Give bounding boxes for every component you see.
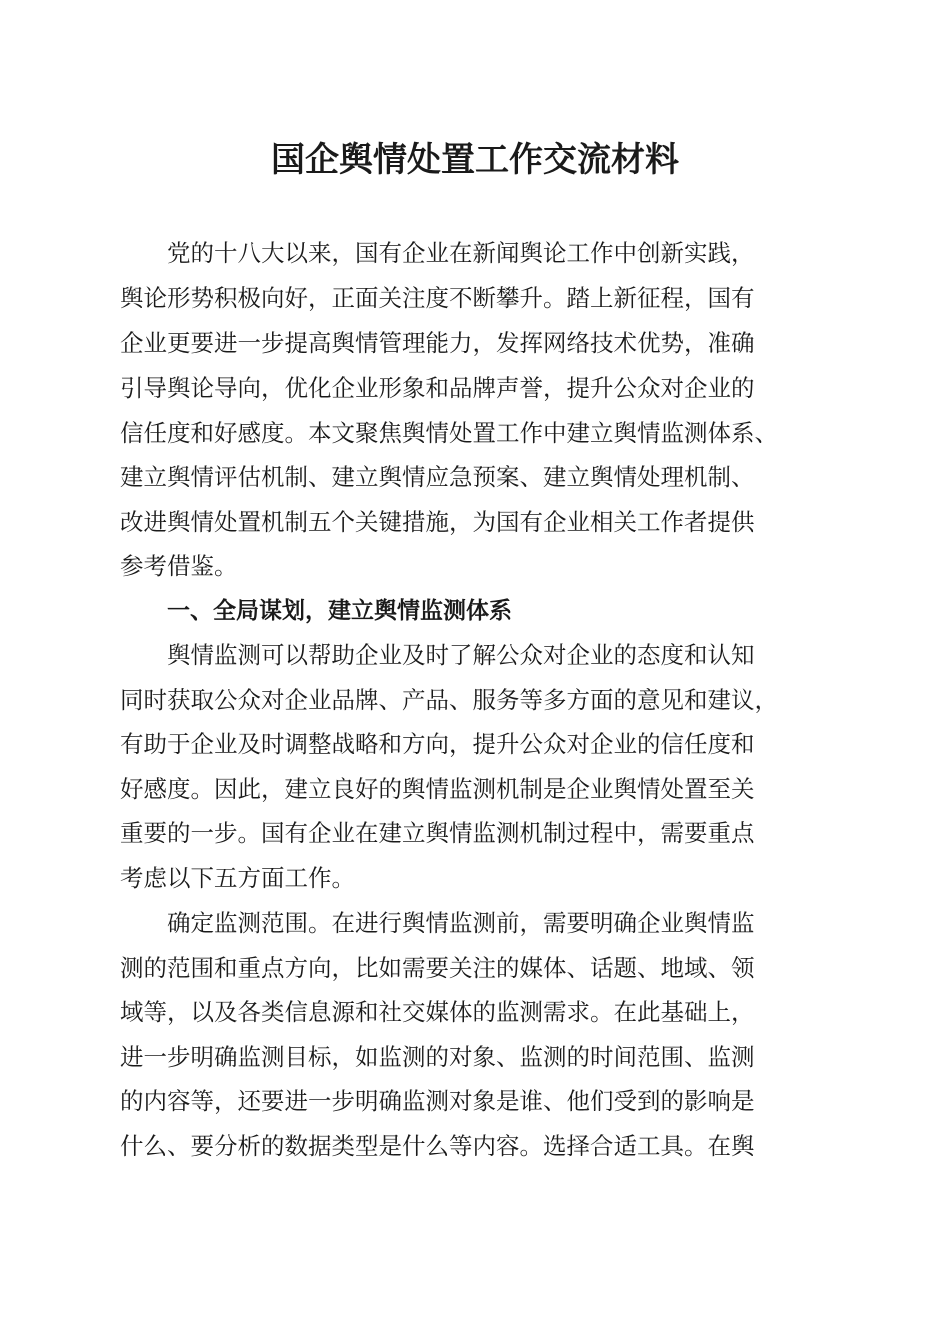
paragraph-line: 好感度。因此，建立良好的舆情监测机制是企业舆情处置至关 bbox=[120, 775, 755, 803]
paragraph-line: 党的十八大以来，国有企业在新闻舆论工作中创新实践， bbox=[167, 239, 755, 267]
paragraph-line: 企业更要进一步提高舆情管理能力，发挥网络技术优势，准确 bbox=[120, 329, 755, 357]
paragraph-line: 进一步明确监测目标，如监测的对象、监测的时间范围、监测 bbox=[120, 1043, 755, 1071]
paragraph-line: 重要的一步。国有企业在建立舆情监测机制过程中，需要重点 bbox=[120, 819, 755, 847]
document-title: 国企舆情处置工作交流材料 bbox=[271, 140, 679, 180]
paragraph-line: 同时获取公众对企业品牌、产品、服务等多方面的意见和建议， bbox=[120, 686, 778, 714]
paragraph-line: 测的范围和重点方向，比如需要关注的媒体、话题、地域、领 bbox=[120, 954, 755, 982]
paragraph-line: 参考借鉴。 bbox=[120, 552, 238, 580]
paragraph-line: 引导舆论导向，优化企业形象和品牌声誉，提升公众对企业的 bbox=[120, 374, 755, 402]
paragraph-line: 信任度和好感度。本文聚焦舆情处置工作中建立舆情监测体系、 bbox=[120, 419, 778, 447]
paragraph-line: 改进舆情处置机制五个关键措施，为国有企业相关工作者提供 bbox=[120, 508, 755, 536]
paragraph-line: 的内容等，还要进一步明确监测对象是谁、他们受到的影响是 bbox=[120, 1087, 755, 1115]
paragraph-line: 舆情监测可以帮助企业及时了解公众对企业的态度和认知 bbox=[167, 641, 755, 669]
section-heading: 一、全局谋划，建立舆情监测体系 bbox=[167, 598, 512, 624]
paragraph-line: 确定监测范围。在进行舆情监测前，需要明确企业舆情监 bbox=[167, 909, 755, 937]
paragraph-line: 域等，以及各类信息源和社交媒体的监测需求。在此基础上， bbox=[120, 998, 755, 1026]
paragraph-line: 考虑以下五方面工作。 bbox=[120, 864, 355, 892]
paragraph-line: 什么、要分析的数据类型是什么等内容。选择合适工具。在舆 bbox=[120, 1132, 755, 1160]
paragraph-line: 建立舆情评估机制、建立舆情应急预案、建立舆情处理机制、 bbox=[120, 463, 755, 491]
paragraph-line: 有助于企业及时调整战略和方向，提升公众对企业的信任度和 bbox=[120, 730, 755, 758]
paragraph-line: 舆论形势积极向好，正面关注度不断攀升。踏上新征程，国有 bbox=[120, 284, 755, 312]
